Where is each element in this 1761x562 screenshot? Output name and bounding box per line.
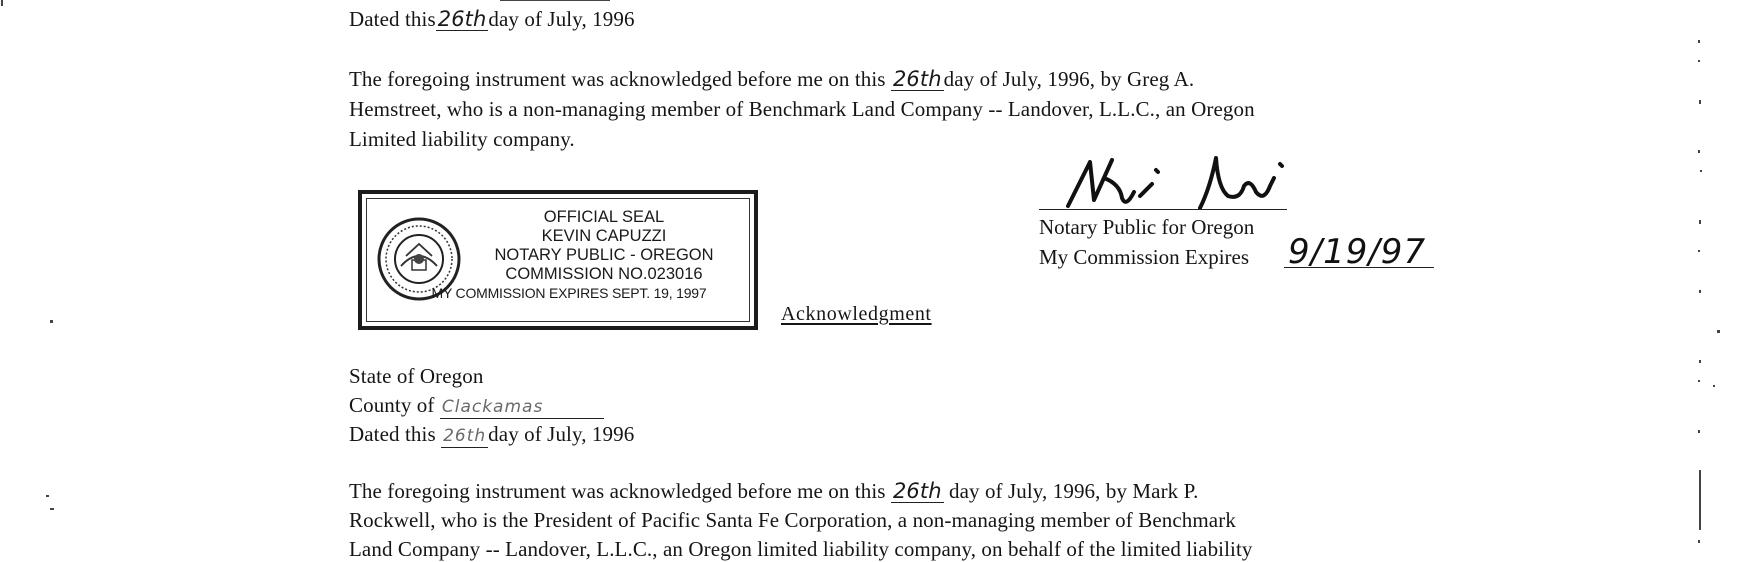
ack-paragraph-1-line-1 [349,66,1194,92]
dated-prefix: Dated this [349,7,436,31]
notary-title: Notary Public for Oregon [1039,215,1255,239]
dated-prefix: Dated this [349,422,436,446]
handwritten-day: 26th [437,7,487,31]
left-edge-artifacts [0,0,60,555]
seal-notary-office: NOTARY PUBLIC - OREGON [494,246,714,264]
dated-suffix: day of July, 1996 [488,422,635,446]
ack-text: day of July, 1996, by Mark P. [948,479,1199,503]
handwritten-day: 26th [892,67,942,91]
state-line: State of Oregon [349,364,484,388]
expiry-date-line [1284,267,1434,268]
acknowledgment-heading: Acknowledgment [781,303,932,325]
notary-signature-icon [1060,148,1330,218]
scan-edge-artifacts [1695,0,1735,555]
dated-line-2 [349,421,634,448]
ack-text: The foregoing instrument was acknowledged before me on this [349,67,886,91]
ack-paragraph-2-line-3: Land Company -- Landover, L.L.C., an Oregon limited liability company, on behalf of the limited liability [349,537,1253,561]
ack-paragraph-2-line-1 [349,478,1198,504]
ack-paragraph-1-line-2: Hemstreet, who is a non-managing member of Benchmark Land Company -- Landover, L.L.C., an Oregon [349,97,1255,121]
seal-commission-number: COMMISSION NO.023016 [505,265,703,283]
ack-paragraph-1-line-3: Limited liability company. [349,127,575,151]
handwritten-county: Clackamas [440,396,604,419]
seal-text-block [431,208,746,303]
top-edge-line [500,0,610,1]
seal-notary-name: KEVIN CAPUZZI [541,227,667,245]
county-line [349,392,604,419]
ack-paragraph-2-line-2: Rockwell, who is the President of Pacific Santa Fe Corporation, a non-managing member of Benchmark [349,508,1236,532]
county-label: County of [349,393,435,417]
seal-title: OFFICIAL SEAL [543,208,665,226]
dated-line-1 [349,6,635,32]
ack-text: day of July, 1996, by Greg A. [943,67,1195,91]
commission-expiry-date: 9/19/97 [1288,232,1427,272]
signature-line [1039,209,1287,210]
dated-suffix: day of July, 1996 [488,7,635,31]
ack-text: The foregoing instrument was acknowledged before me on this [349,479,886,503]
official-seal-stamp [358,190,758,330]
handwritten-day: 26th [892,479,942,503]
seal-commission-expiry: MY COMMISSION EXPIRES SEPT. 19, 1997 [431,285,707,301]
handwritten-day: 26th [443,426,487,446]
commission-expires-label: My Commission Expires [1039,245,1250,269]
